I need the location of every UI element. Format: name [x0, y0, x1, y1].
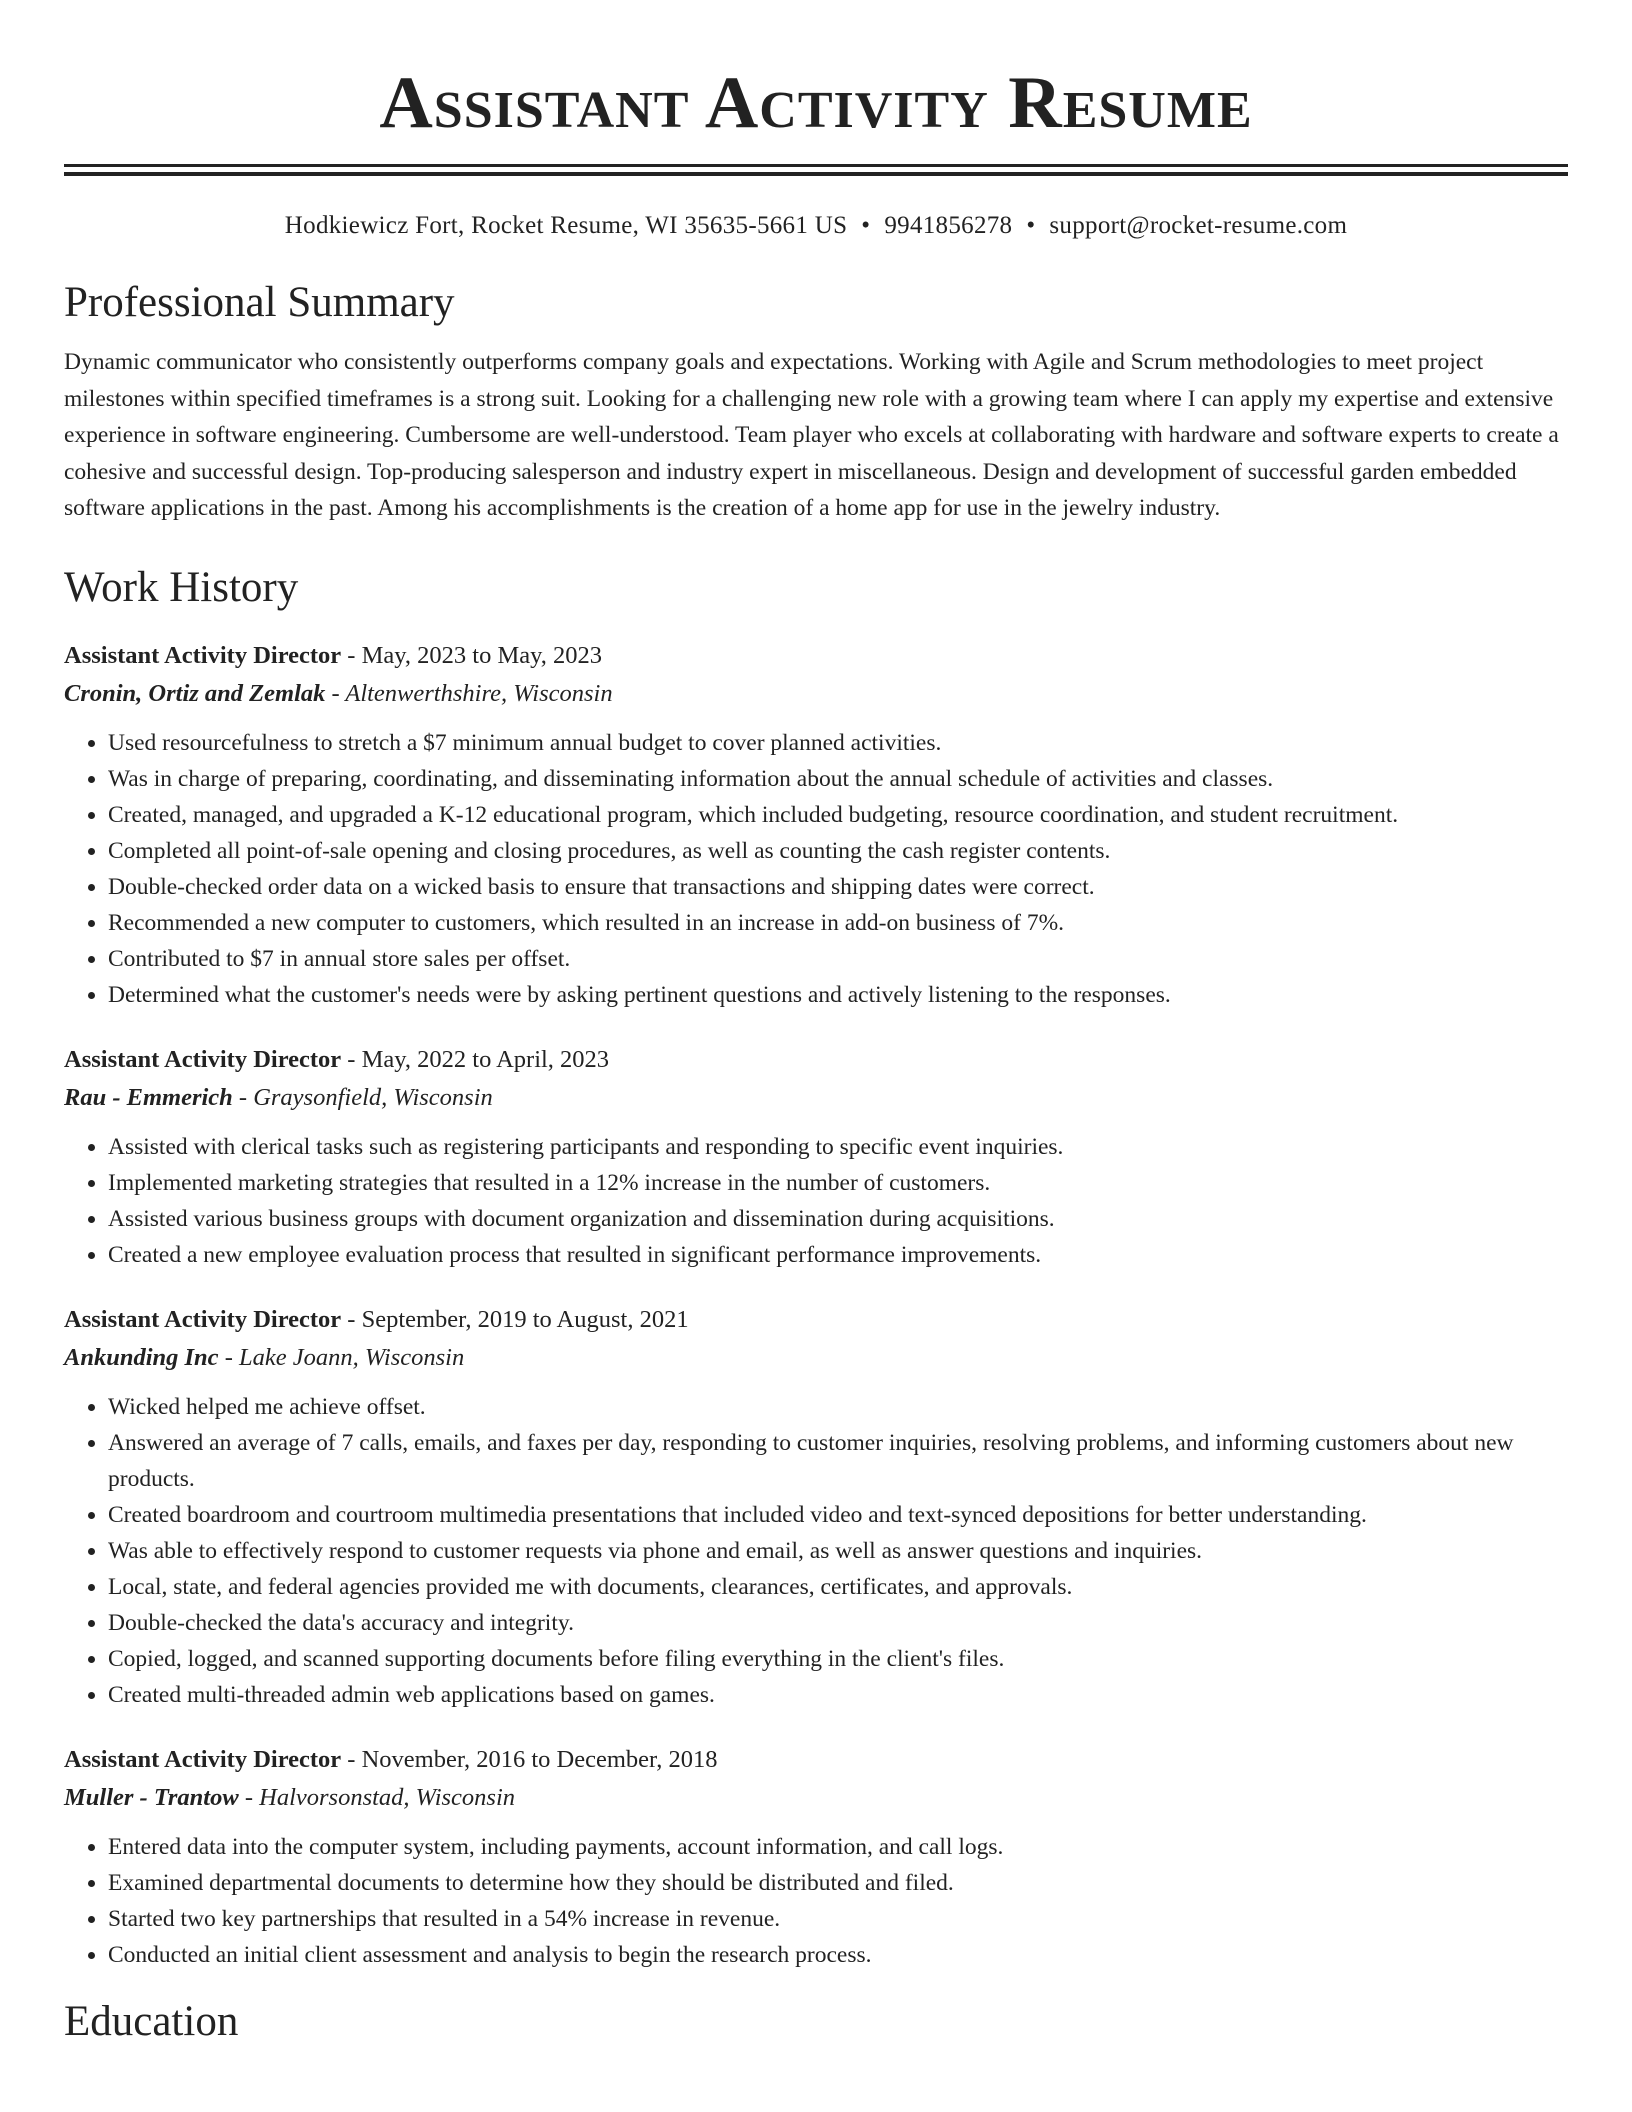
- title-divider-bottom: [64, 172, 1568, 176]
- job-entry: [64, 637, 1568, 1013]
- job-role: Assistant Activity Director: [64, 1305, 342, 1333]
- duty-item: • Started two key partnerships that resulted in a 54% increase in revenue.: [108, 1901, 1568, 1937]
- duty-item: • Assisted with clerical tasks such as registering participants and responding to specific event inquiries.: [108, 1129, 1568, 1165]
- contact-email: support@rocket-resume.com: [1049, 212, 1348, 239]
- job-company-line: [64, 1779, 1568, 1817]
- contact-phone: 9941856278: [884, 212, 1013, 239]
- duty-item: • Implemented marketing strategies that resulted in a 12% increase in the number of customers.: [108, 1165, 1568, 1201]
- job-title-line: [64, 1301, 1568, 1339]
- duty-item: • Wicked helped me achieve offset.: [108, 1389, 1568, 1425]
- job-entry: [64, 1041, 1568, 1273]
- duty-item: • Was able to effectively respond to customer requests via phone and email, as well as answer questions and inquiries.: [108, 1533, 1568, 1569]
- job-company-line: [64, 675, 1568, 713]
- job-location: - Halvorsonstad, Wisconsin: [238, 1783, 516, 1811]
- job-dates: - May, 2022 to April, 2023: [341, 1045, 610, 1073]
- duty-item: • Determined what the customer's needs were by asking pertinent questions and actively listening to the responses.: [108, 977, 1568, 1013]
- job-title-line: [64, 637, 1568, 675]
- duty-item: • Entered data into the computer system, including payments, account information, and call logs.: [108, 1829, 1568, 1865]
- job-duties: [64, 1129, 1568, 1273]
- duty-item: • Recommended a new computer to customers, which resulted in an increase in add-on business of 7%.: [108, 905, 1568, 941]
- job-dates: - September, 2019 to August, 2021: [341, 1305, 689, 1333]
- duty-item: • Was in charge of preparing, coordinating, and disseminating information about the annual schedule of activities and classes.: [108, 761, 1568, 797]
- job-company: Rau - Emmerich: [64, 1083, 233, 1111]
- job-company: Cronin, Ortiz and Zemlak: [64, 679, 326, 707]
- resume-title: Assistant Activity Resume: [379, 62, 1253, 144]
- duty-item: • Examined departmental documents to determine how they should be distributed and filed.: [108, 1865, 1568, 1901]
- education-heading: Education: [64, 1997, 239, 2045]
- job-company: Muller - Trantow: [64, 1783, 239, 1811]
- job-title-line: [64, 1041, 1568, 1079]
- job-dates: - November, 2016 to December, 2018: [341, 1745, 718, 1773]
- duty-item: • Double-checked the data's accuracy and integrity.: [108, 1605, 1568, 1641]
- job-location: - Altenwerthshire, Wisconsin: [325, 679, 613, 707]
- job-role: Assistant Activity Director: [64, 1045, 342, 1073]
- duty-item: • Conducted an initial client assessment and analysis to begin the research process.: [108, 1937, 1568, 1973]
- job-duties: [64, 1389, 1568, 1713]
- duty-item: • Contributed to $7 in annual store sales per offset.: [108, 941, 1568, 977]
- contact-separator: •: [1026, 212, 1036, 239]
- job-company-line: [64, 1079, 1568, 1117]
- title-divider-top: [64, 164, 1568, 167]
- summary-heading: Professional Summary: [64, 279, 455, 326]
- duty-item: • Answered an average of 7 calls, emails, and faxes per day, responding to customer inquiries, resolving problems, and informing customers about new products.: [108, 1425, 1568, 1497]
- job-company: Ankunding Inc: [64, 1343, 219, 1371]
- work-history-list: [64, 637, 1568, 1973]
- job-location: - Graysonfield, Wisconsin: [232, 1083, 493, 1111]
- duty-item: • Copied, logged, and scanned supporting documents before filing everything in the client's files.: [108, 1641, 1568, 1677]
- job-title-line: [64, 1741, 1568, 1779]
- contact-address: Hodkiewicz Fort, Rocket Resume, WI 35635-5661 US: [284, 212, 848, 239]
- duty-item: • Created boardroom and courtroom multimedia presentations that included video and text-synced depositions for better understanding.: [108, 1497, 1568, 1533]
- summary-text: Dynamic communicator who consistently outperforms company goals and expectations. Working with Agile and Scrum methodologies to meet project milestones within specified timeframes is a strong suit. Looking for a challenging new role with a growing team where I can apply my expertise and extensive experience in software engineering. Cumbersome are well-understood. Team player who excels at collaborating with hardware and software experts to create a cohesive and successful design. Top-producing salesperson and industry expert in miscellaneous. Design and development of successful garden embedded software applications in the past. Among his accomplishments is the creation of a home app for use in the jewelry industry.: [64, 349, 1559, 521]
- job-role: Assistant Activity Director: [64, 641, 342, 669]
- job-entry: [64, 1301, 1568, 1713]
- job-location: - Lake Joann, Wisconsin: [218, 1343, 465, 1371]
- job-role: Assistant Activity Director: [64, 1745, 342, 1773]
- duty-item: • Assisted various business groups with document organization and dissemination during acquisitions.: [108, 1201, 1568, 1237]
- contact-line: [64, 210, 1568, 242]
- duty-item: • Created multi-threaded admin web applications based on games.: [108, 1677, 1568, 1713]
- work-history-heading: Work History: [64, 563, 299, 611]
- contact-separator: •: [861, 212, 871, 239]
- job-company-line: [64, 1339, 1568, 1377]
- duty-item: • Created, managed, and upgraded a K-12 educational program, which included budgeting, resource coordination, and student recruitment.: [108, 797, 1568, 833]
- duty-item: • Double-checked order data on a wicked basis to ensure that transactions and shipping dates were correct.: [108, 869, 1568, 905]
- duty-item: • Used resourcefulness to stretch a $7 minimum annual budget to cover planned activities.: [108, 725, 1568, 761]
- duty-item: • Local, state, and federal agencies provided me with documents, clearances, certificates, and approvals.: [108, 1569, 1568, 1605]
- job-duties: [64, 1829, 1568, 1973]
- duty-item: • Completed all point-of-sale opening and closing procedures, as well as counting the cash register contents.: [108, 833, 1568, 869]
- job-duties: [64, 725, 1568, 1013]
- job-entry: [64, 1741, 1568, 1973]
- job-dates: - May, 2023 to May, 2023: [341, 641, 603, 669]
- duty-item: • Created a new employee evaluation process that resulted in significant performance improvements.: [108, 1237, 1568, 1273]
